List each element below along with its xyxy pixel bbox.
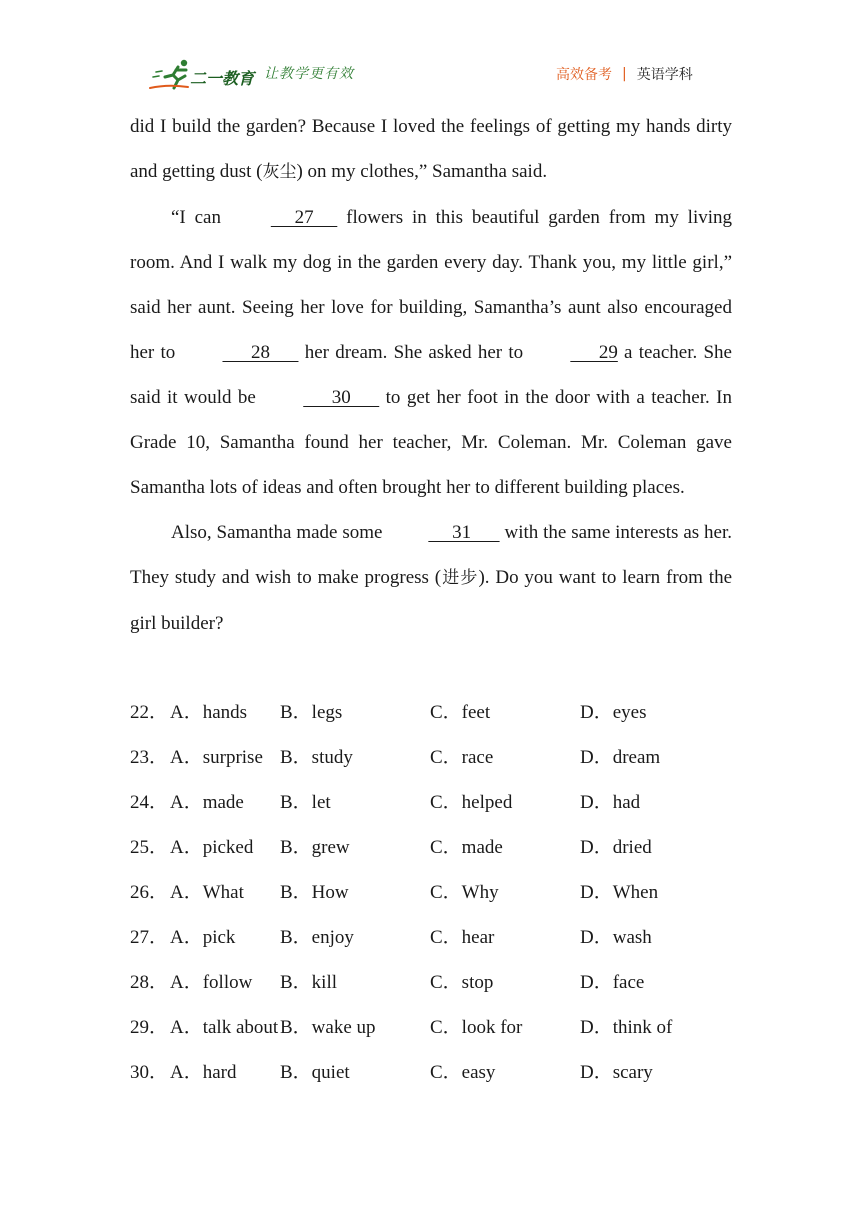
- option-a: A．talk about: [170, 1017, 279, 1038]
- question-number: 30．: [130, 1062, 169, 1083]
- text-run: “I can: [171, 207, 230, 228]
- option-b: B．grew: [280, 837, 350, 858]
- option-a: A．made: [170, 792, 244, 813]
- option-d: D．When: [580, 882, 659, 903]
- option-c: C．hear: [430, 927, 495, 948]
- option-a: A．picked: [170, 837, 254, 858]
- question-number: 22．: [130, 702, 169, 723]
- question-row: [130, 915, 750, 960]
- text-run: to get her foot in the door with a teacher. In Grade 10, Samantha found her teacher, Mr. Coleman. Mr. Coleman gave Samantha lots of ideas and often brought her to different building places.: [130, 387, 732, 498]
- question-row: [130, 870, 750, 915]
- paragraph-3: [130, 510, 732, 646]
- blank-28: 28: [222, 342, 299, 363]
- slogan: 让教学更有效: [264, 66, 354, 82]
- question-number: 23．: [130, 747, 169, 768]
- tag-subject: 英语学科: [636, 67, 693, 83]
- tag-separator: |: [622, 66, 627, 82]
- option-d: D．face: [580, 972, 645, 993]
- blank-29: 29: [570, 342, 618, 363]
- answer-options: [130, 690, 750, 1095]
- option-a: A．hands: [170, 702, 248, 723]
- option-c: C．Why: [430, 882, 499, 903]
- option-c: C．made: [430, 837, 503, 858]
- option-b: B．kill: [280, 972, 338, 993]
- option-b: B．How: [280, 882, 349, 903]
- question-number: 28．: [130, 972, 169, 993]
- logo: [148, 58, 258, 92]
- subject-tag: [556, 64, 693, 84]
- logo-text: 二一教育: [190, 69, 255, 88]
- option-c: C．feet: [430, 702, 491, 723]
- question-row: [130, 780, 750, 825]
- question-number: 26．: [130, 882, 169, 903]
- option-c: C．easy: [430, 1062, 496, 1083]
- page-header: [0, 0, 860, 100]
- option-d: D．think of: [580, 1017, 673, 1038]
- option-d: D．eyes: [580, 702, 647, 723]
- paragraph-2: [130, 195, 732, 510]
- gloss-progress: 进步: [441, 568, 479, 588]
- text-run: ). Do you want to learn from the girl builder?: [130, 567, 733, 634]
- text-run: did I build the garden? Because I loved the feelings of getting my hands dirty and getting dust (: [130, 116, 732, 182]
- option-b: B．enjoy: [280, 927, 354, 948]
- blank-31: 31: [428, 522, 500, 543]
- text-run: her dream. She asked her to: [298, 342, 530, 363]
- option-a: A．pick: [170, 927, 236, 948]
- option-d: D．scary: [580, 1062, 653, 1083]
- option-b: B．legs: [280, 702, 343, 723]
- option-a: A．hard: [170, 1062, 237, 1083]
- paragraph-1: [130, 104, 732, 195]
- option-d: D．wash: [580, 927, 652, 948]
- text-run: ) on my clothes,” Samantha said.: [296, 161, 548, 182]
- text-run: a teacher. She said it would be: [130, 342, 732, 408]
- question-row: [130, 1005, 750, 1050]
- option-c: C．race: [430, 747, 494, 768]
- option-b: B．study: [280, 747, 353, 768]
- question-number: 24．: [130, 792, 169, 813]
- option-a: A．surprise: [170, 747, 263, 768]
- option-a: A．What: [170, 882, 244, 903]
- text-run: flowers in this beautiful garden from my living room. And I walk my dog in the garden every day. Thank you, my little girl,” said her aunt. Seeing her love for building, Samantha’s aunt also encouraged her to: [130, 207, 732, 363]
- tag-exam-prep: 高效备考: [556, 67, 612, 83]
- option-d: D．had: [580, 792, 641, 813]
- runner-icon: [150, 60, 188, 88]
- option-c: C．look for: [430, 1017, 523, 1038]
- gloss-dust: 灰尘: [262, 162, 297, 182]
- question-number: 29．: [130, 1017, 169, 1038]
- option-c: C．stop: [430, 972, 494, 993]
- question-row: [130, 735, 750, 780]
- option-d: D．dream: [580, 747, 661, 768]
- question-number: 25．: [130, 837, 169, 858]
- question-row: [130, 690, 750, 735]
- option-b: B．wake up: [280, 1017, 376, 1038]
- question-row: [130, 960, 750, 1005]
- reading-passage: [130, 104, 732, 646]
- option-b: B．let: [280, 792, 331, 813]
- text-run: with the same interests as her. They study and wish to make progress (: [130, 522, 732, 588]
- option-a: A．follow: [170, 972, 253, 993]
- question-row: [130, 825, 750, 870]
- question-row: [130, 1050, 750, 1095]
- option-d: D．dried: [580, 837, 652, 858]
- question-number: 27．: [130, 927, 169, 948]
- blank-27: 27: [270, 207, 338, 228]
- blank-30: 30: [303, 387, 380, 408]
- option-c: C．helped: [430, 792, 513, 813]
- text-run: Also, Samantha made some: [171, 522, 388, 543]
- option-b: B．quiet: [280, 1062, 350, 1083]
